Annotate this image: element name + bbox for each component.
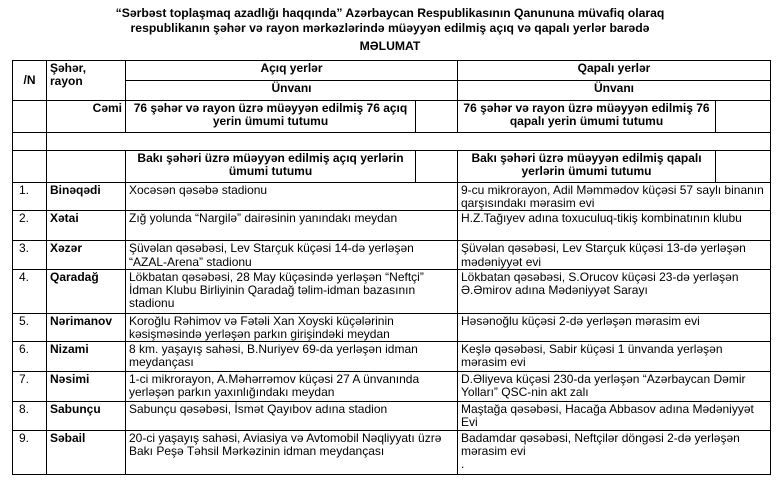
row-open-place: Şüvəlan qəsəbəsi, Lev Starçuk küçəsi 14-də yerləşən “AZAL-Arena” stadionu [126,241,458,269]
row-closed-place: Həsənoğlu küçəsi 2-də yerləşən mərasim evi [458,313,771,341]
row-district: Xətai [47,211,126,241]
row-open-place: Zığ yolunda “Nargilə” dairəsinin yanındakı meydan [126,211,458,241]
row-closed-place-extra: . [461,457,465,472]
header-city: Şəhər, rayon [47,61,126,101]
baku-open: Bakı şəhəri üzrə müəyyən edilmiş açıq yerlərin ümumi tutumu [126,151,416,183]
baku-open-extra [416,151,458,183]
row-closed-place: 9-cu mikrorayon, Adil Məmmədov küçəsi 57 saylı binanın qarşısındakı mərasim evi [458,183,771,211]
spacer-cell [13,133,47,151]
row-closed-place: H.Z.Tağıyev adına toxuculuq-tikiş kombinatının klubu [458,211,771,241]
title-line-3: MƏLUMAT [359,39,421,53]
baku-closed: Bakı şəhəri üzrə müəyyən edilmiş qapalı yerlərin ümumi tutumu [458,151,716,183]
row-num: 6. [13,342,47,372]
row-district: Nərimanov [47,313,126,341]
document-title [0,6,780,54]
row-district: Binəqədi [47,183,126,211]
total-closed: 76 şəhər və rayon üzrə müəyyən edilmiş 76 qapalı yerin ümumi tutumu [458,101,716,133]
table-row [13,402,771,430]
spacer-cell-wide [47,133,771,151]
row-num: 8. [13,402,47,430]
places-table [12,60,771,475]
row-district: Nizami [47,342,126,372]
header-address-open: Ünvanı [126,81,458,101]
row-closed-place: Lökbatan qəsəbəsi, S.Orucov küçəsi 23-də yerləşən Ə.Əmirov adına Mədəniyyət Sarayı [458,269,771,313]
total-num-cell [13,101,47,133]
header-num: /N [13,61,47,101]
row-closed-place-text: Badamdar qəsəbəsi, Neftçilər döngəsi 2-də yerləşən mərasim evi [461,430,740,458]
table-row [13,241,771,269]
row-open-place: 8 km. yaşayış sahəsi, B.Nuriyev 69-da yerləşən idman meydançası [126,342,458,372]
table-row [13,269,771,313]
row-open-place: Xocəsən qəsəbə stadionu [126,183,458,211]
table-row [13,211,771,241]
total-label: Cəmi [47,101,126,133]
row-num: 1. [13,183,47,211]
row-open-place: Sabunçu qəsəbəsi, İsmət Qayıbov adına stadion [126,402,458,430]
row-num: 2. [13,211,47,241]
row-district: Xəzər [47,241,126,269]
row-num: 5. [13,313,47,341]
table-row [13,430,771,474]
table-row [13,313,771,341]
row-district: Sabunçu [47,402,126,430]
baku-closed-extra [716,151,771,183]
row-district: Nəsimi [47,372,126,402]
row-district: Qaradağ [47,269,126,313]
total-open-extra [416,101,458,133]
row-closed-place: Keşlə qəsəbəsi, Sabir küçəsi 1 ünvanda yerləşən mərasim evi [458,342,771,372]
row-closed-place: D.Əliyeva küçəsi 230-da yerləşən “Azərbaycan Dəmir Yolları” QSC-nin akt zalı [458,372,771,402]
table-row [13,183,771,211]
row-num: 9. [13,430,47,474]
row-closed-place: Maştağa qəsəbəsi, Hacağa Abbasov adına Mədəniyyət Evi [458,402,771,430]
title-line-1: “Sərbəst toplaşmaq azadlığı haqqında” Azərbaycan Respublikasının Qanununa müvafiq olaraq [115,6,665,20]
table-row [13,342,771,372]
baku-num-cell [13,151,47,183]
title-line-2: respublikanın şəhər və rayon mərkəzlərində müəyyən edilmiş açıq və qapalı yerlər barədə [130,20,650,35]
row-closed-place: Şüvəlan qəsəbəsi, Lev Starçuk küçəsi 13-də yerləşən mədəniyyət evi [458,241,771,269]
row-open-place: Lökbatan qəsəbəsi, 28 May küçəsində yerləşən “Neftçi” İdman Klubu Birliyinin Qaradağ təlim-idman bazasının stadionu [126,269,458,313]
row-district: Səbail [47,430,126,474]
total-open: 76 şəhər və rayon üzrə müəyyən edilmiş 76 açıq yerin ümumi tutumu [126,101,416,133]
row-open-place: 1-ci mikrorayon, A.Məhərrəmov küçəsi 27 A ünvanında yerləşən parkın yaxınlığındakı meydan [126,372,458,402]
row-closed-place [458,430,771,474]
row-open-place: 20-ci yaşayış sahəsi, Aviasiya və Avtomobil Nəqliyyatı üzrə Bakı Peşə Təhsil Mərkəzinin idman meydançası [126,430,458,474]
header-address-closed: Ünvanı [458,81,771,101]
header-open: Açıq yerlər [126,61,458,81]
row-num: 4. [13,269,47,313]
header-closed: Qapalı yerlər [458,61,771,81]
row-num: 3. [13,241,47,269]
table-row [13,372,771,402]
row-num: 7. [13,372,47,402]
row-open-place: Koroğlu Rəhimov və Fətəli Xan Xoyski küçələrinin kəsişməsində yerləşən parkın girişindəki meydan [126,313,458,341]
baku-district-cell [47,151,126,183]
total-closed-extra [716,101,771,133]
